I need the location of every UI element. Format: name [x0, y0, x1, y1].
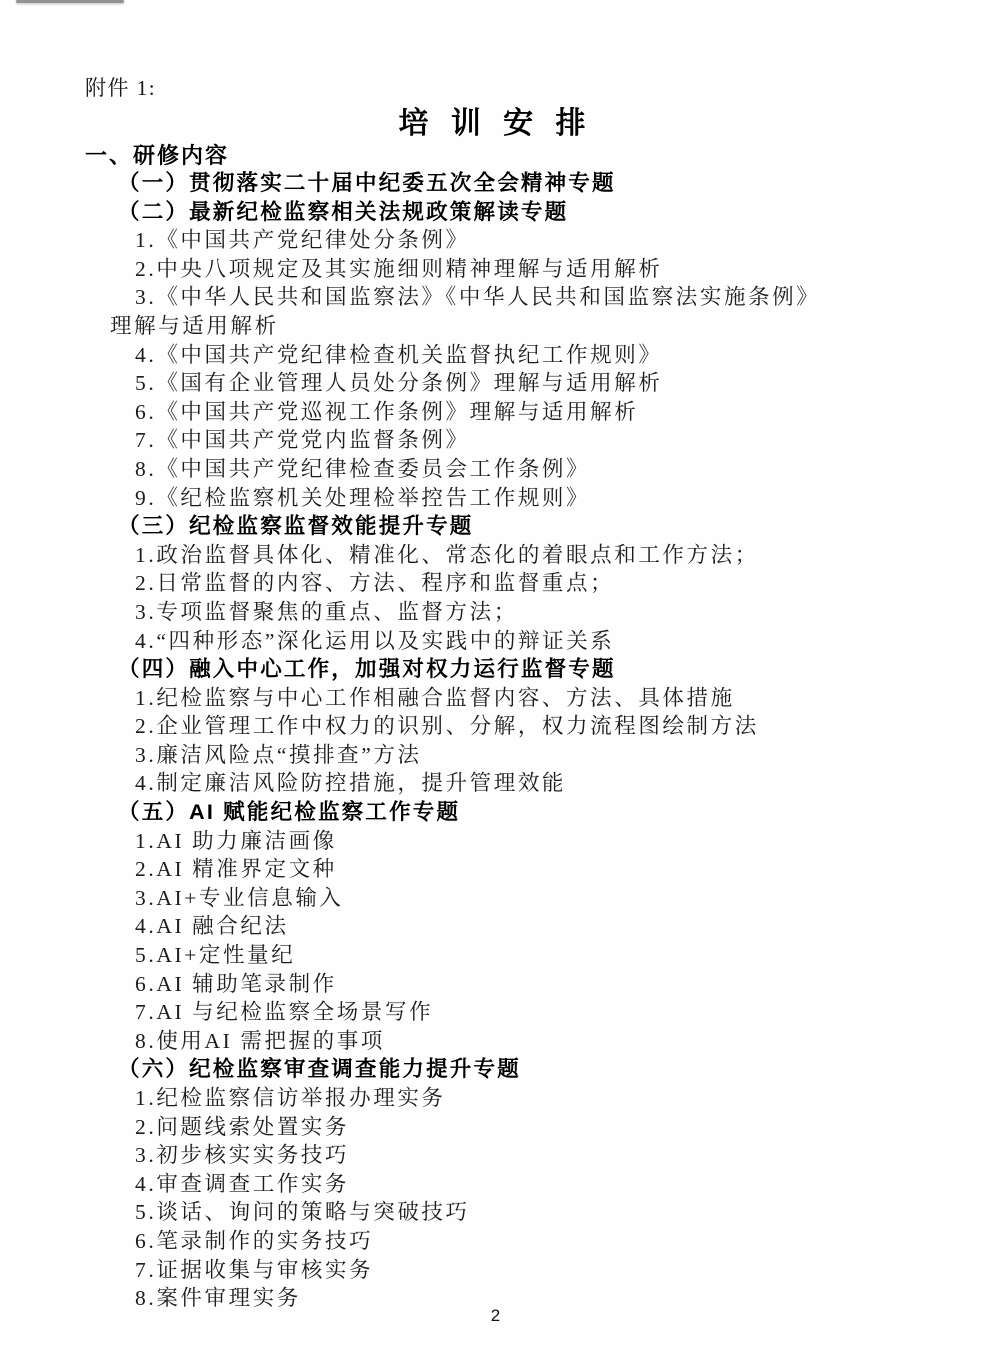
doc-line: （四）融入中心工作，加强对权力运行监督专题 — [118, 657, 616, 682]
doc-line: （三）纪检监察监督效能提升专题 — [118, 514, 474, 539]
doc-line: 4.AI 融合纪法 — [135, 914, 289, 939]
doc-line: 6.笔录制作的实务技巧 — [135, 1228, 374, 1253]
doc-line: 2.AI 精准界定文种 — [135, 857, 337, 882]
doc-line: （一）贯彻落实二十届中纪委五次全会精神专题 — [118, 171, 616, 195]
doc-line: 理解与适用解析 — [110, 313, 279, 338]
scan-artifact — [16, 0, 124, 3]
doc-line: 3.专项监督聚焦的重点、监督方法； — [135, 599, 518, 624]
doc-line: 1.AI 助力廉洁画像 — [135, 828, 337, 853]
doc-line: 3.廉洁风险点“摸排查”方法 — [135, 742, 422, 767]
doc-line: 5.谈话、询问的策略与突破技巧 — [135, 1200, 470, 1225]
section-heading: 一、研修内容 — [85, 143, 230, 168]
doc-line: 2.企业管理工作中权力的识别、分解，权力流程图绘制方法 — [135, 714, 759, 739]
doc-line: 2.中央八项规定及其实施细则精神理解与适用解析 — [135, 256, 663, 281]
doc-line: （六）纪检监察审查调查能力提升专题 — [118, 1057, 521, 1082]
doc-line: 5.《国有企业管理人员处分条例》理解与适用解析 — [135, 371, 663, 396]
doc-line: 4.审查调查工作实务 — [135, 1171, 350, 1196]
page-title: 培 训 安 排 — [398, 107, 593, 140]
doc-line: 1.政治监督具体化、精准化、常态化的着眼点和工作方法； — [135, 542, 759, 567]
doc-line: （五）AI 赋能纪检监察工作专题 — [118, 800, 461, 825]
doc-line: （二）最新纪检监察相关法规政策解读专题 — [118, 199, 569, 224]
doc-line: 1.《中国共产党纪律处分条例》 — [135, 228, 470, 253]
doc-line: 4.制定廉洁风险防控措施，提升管理效能 — [135, 771, 567, 796]
doc-line: 9.《纪检监察机关处理检举控告工作规则》 — [135, 485, 591, 510]
doc-line: 6.AI 辅助笔录制作 — [135, 971, 337, 996]
doc-line: 7.AI 与纪检监察全场景写作 — [135, 1000, 434, 1025]
doc-line: 3.AI+专业信息输入 — [135, 885, 344, 910]
doc-line: 5.AI+定性量纪 — [135, 943, 296, 968]
doc-line: 8.案件审理实务 — [135, 1286, 301, 1311]
doc-line: 4.《中国共产党纪律检查机关监督执纪工作规则》 — [135, 342, 663, 367]
doc-line: 3.《中华人民共和国监察法》《中华人民共和国监察法实施条例》 — [135, 285, 821, 310]
doc-line: 7.《中国共产党党内监督条例》 — [135, 428, 470, 453]
attachment-label: 附件 1: — [85, 76, 157, 100]
doc-line: 3.初步核实实务技巧 — [135, 1143, 350, 1168]
page-number: 2 — [490, 1305, 501, 1325]
doc-line: 1.纪检监察信访举报办理实务 — [135, 1086, 446, 1110]
doc-line: 6.《中国共产党巡视工作条例》理解与适用解析 — [135, 399, 639, 424]
doc-line: 8.《中国共产党纪律检查委员会工作条例》 — [135, 456, 591, 481]
doc-line: 1.纪检监察与中心工作相融合监督内容、方法、具体措施 — [135, 685, 735, 710]
doc-line: 8.使用AI 需把握的事项 — [135, 1028, 385, 1053]
doc-line: 4.“四种形态”深化运用以及实践中的辩证关系 — [135, 628, 615, 653]
doc-line: 2.日常监督的内容、方法、程序和监督重点； — [135, 571, 615, 596]
content-lines — [85, 169, 906, 1313]
doc-line: 7.证据收集与审核实务 — [135, 1257, 374, 1282]
doc-line: 2.问题线索处置实务 — [135, 1114, 350, 1139]
